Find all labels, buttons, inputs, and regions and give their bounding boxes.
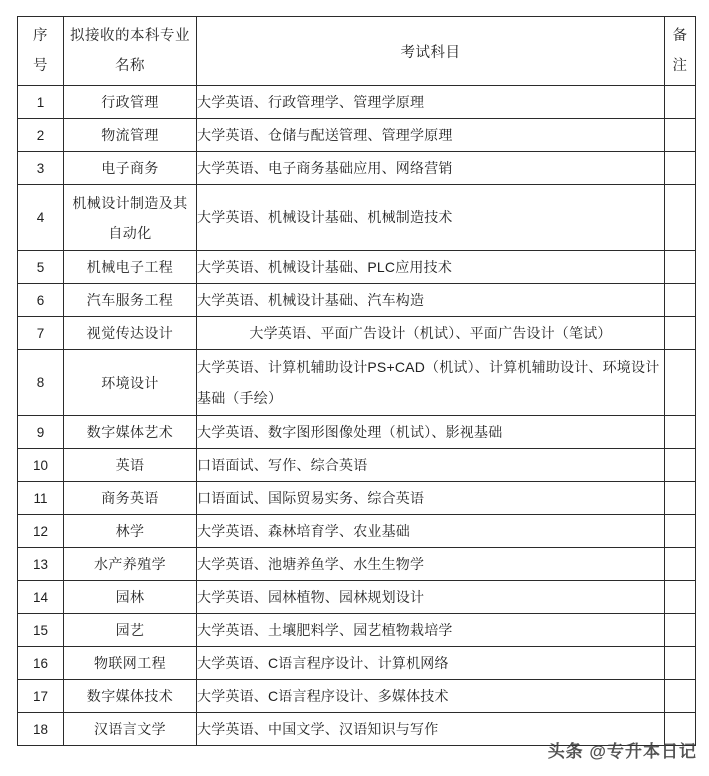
cell-index: 6 [18,284,64,317]
cell-major-name [64,185,197,251]
table-row [18,680,696,713]
cell-remark [665,185,696,251]
cell-index: 2 [18,119,64,152]
cell-remark [665,548,696,581]
cell-remark [665,449,696,482]
table-row [18,251,696,284]
cell-remark [665,251,696,284]
cell-major-name-line: 汽车服务工程 [86,292,174,308]
cell-index: 13 [18,548,64,581]
cell-exam-subjects: 大学英语、平面广告设计（机试）、平面广告设计（笔试） [197,317,665,350]
cell-major-name [64,647,197,680]
cell-major-name-line: 数字媒体技术 [86,688,174,704]
cell-major-name-line: 视觉传达设计 [86,325,174,341]
table-row [18,119,696,152]
cell-index: 16 [18,647,64,680]
cell-exam-subjects: 口语面试、国际贸易实务、综合英语 [197,482,665,515]
column-header-remark-line-2: 注 [672,58,688,74]
cell-index: 9 [18,416,64,449]
column-header-major-name-line-2: 名称 [115,58,145,74]
watermark: 头条 @专升本日记 [547,742,697,761]
cell-remark [665,350,696,416]
cell-major-name-line: 英语 [115,457,145,473]
table-row [18,647,696,680]
table-row [18,482,696,515]
cell-major-name-line: 数字媒体艺术 [86,424,174,440]
table-row [18,86,696,119]
cell-index: 4 [18,185,64,251]
table-row [18,185,696,251]
cell-major-name [64,86,197,119]
cell-major-name-line: 机械电子工程 [86,259,174,275]
cell-major-name [64,284,197,317]
cell-exam-subjects: 大学英语、机械设计基础、PLC应用技术 [197,251,665,284]
column-header-index-line-1: 序 [33,28,48,44]
cell-remark [665,680,696,713]
cell-index: 10 [18,449,64,482]
cell-exam-subjects: 大学英语、机械设计基础、汽车构造 [197,284,665,317]
column-header-remark [665,17,696,86]
cell-exam-subjects: 大学英语、C语言程序设计、多媒体技术 [197,680,665,713]
cell-index: 5 [18,251,64,284]
cell-exam-subjects: 大学英语、池塘养鱼学、水生生物学 [197,548,665,581]
cell-index: 7 [18,317,64,350]
cell-major-name [64,515,197,548]
cell-major-name-line: 园艺 [115,622,145,638]
cell-major-name [64,119,197,152]
cell-index: 17 [18,680,64,713]
cell-index: 12 [18,515,64,548]
cell-remark [665,581,696,614]
table-row [18,449,696,482]
cell-index: 15 [18,614,64,647]
cell-remark [665,152,696,185]
cell-major-name-line: 环境设计 [101,374,159,391]
table-row [18,152,696,185]
cell-remark [665,482,696,515]
table-header [18,17,696,86]
cell-index: 11 [18,482,64,515]
cell-index: 18 [18,713,64,746]
table-row [18,713,696,746]
table-row [18,581,696,614]
cell-exam-subjects: 口语面试、写作、综合英语 [197,449,665,482]
cell-major-name [64,482,197,515]
major-exam-subject-table [17,16,696,746]
cell-exam-subjects: 大学英语、计算机辅助设计PS+CAD（机试）、计算机辅助设计、环境设计基础（手绘） [197,350,665,416]
cell-exam-subjects: 大学英语、电子商务基础应用、网络营销 [197,152,665,185]
cell-major-name [64,680,197,713]
column-header-remark-line-1: 备 [672,28,688,44]
cell-major-name-line: 园林 [115,589,145,605]
column-header-index-line-2: 号 [33,58,48,74]
table-body [18,86,696,746]
cell-exam-subjects: 大学英语、C语言程序设计、计算机网络 [197,647,665,680]
cell-remark [665,713,696,746]
cell-major-name [64,152,197,185]
cell-major-name-line: 行政管理 [101,94,159,110]
cell-major-name-line: 汉语言文学 [94,721,166,737]
cell-remark [665,317,696,350]
table-row [18,548,696,581]
cell-major-name [64,548,197,581]
cell-remark [665,515,696,548]
cell-exam-subjects: 大学英语、园林植物、园林规划设计 [197,581,665,614]
cell-remark [665,614,696,647]
cell-index: 8 [18,350,64,416]
cell-exam-subjects: 大学英语、仓储与配送管理、管理学原理 [197,119,665,152]
cell-exam-subjects: 大学英语、机械设计基础、机械制造技术 [197,185,665,251]
cell-major-name [64,614,197,647]
column-header-exam-subjects: 考试科目 [197,17,665,86]
cell-index: 14 [18,581,64,614]
table-row [18,515,696,548]
table-header-row [18,17,696,86]
table-row [18,317,696,350]
table-row [18,614,696,647]
cell-exam-subjects: 大学英语、土壤肥料学、园艺植物栽培学 [197,614,665,647]
cell-exam-subjects: 大学英语、数字图形图像处理（机试）、影视基础 [197,416,665,449]
cell-major-name [64,449,197,482]
cell-major-name [64,317,197,350]
cell-remark [665,416,696,449]
cell-index: 3 [18,152,64,185]
cell-exam-subjects: 大学英语、森林培育学、农业基础 [197,515,665,548]
column-header-major-name-line-1: 拟接收的本科专业 [70,28,190,44]
cell-remark [665,284,696,317]
cell-major-name [64,581,197,614]
cell-exam-subjects: 大学英语、中国文学、汉语知识与写作 [197,713,665,746]
column-header-index [18,17,64,86]
cell-major-name-line: 水产养殖学 [94,556,166,572]
cell-exam-subjects: 大学英语、行政管理学、管理学原理 [197,86,665,119]
cell-index: 1 [18,86,64,119]
cell-major-name [64,350,197,416]
column-header-major-name [64,17,197,86]
cell-remark [665,86,696,119]
table-row [18,416,696,449]
cell-major-name-line: 物联网工程 [94,655,166,671]
cell-major-name-line: 林学 [115,523,145,539]
cell-remark [665,647,696,680]
cell-major-name-line: 商务英语 [101,490,159,506]
cell-major-name-line: 机械设计制造及其 [72,194,188,211]
cell-major-name-line: 物流管理 [101,127,159,143]
cell-remark [665,119,696,152]
cell-major-name [64,251,197,284]
table-row [18,284,696,317]
table-row [18,350,696,416]
cell-major-name-line: 自动化 [108,224,152,241]
cell-major-name-line: 电子商务 [101,160,159,176]
cell-major-name [64,713,197,746]
cell-major-name [64,416,197,449]
